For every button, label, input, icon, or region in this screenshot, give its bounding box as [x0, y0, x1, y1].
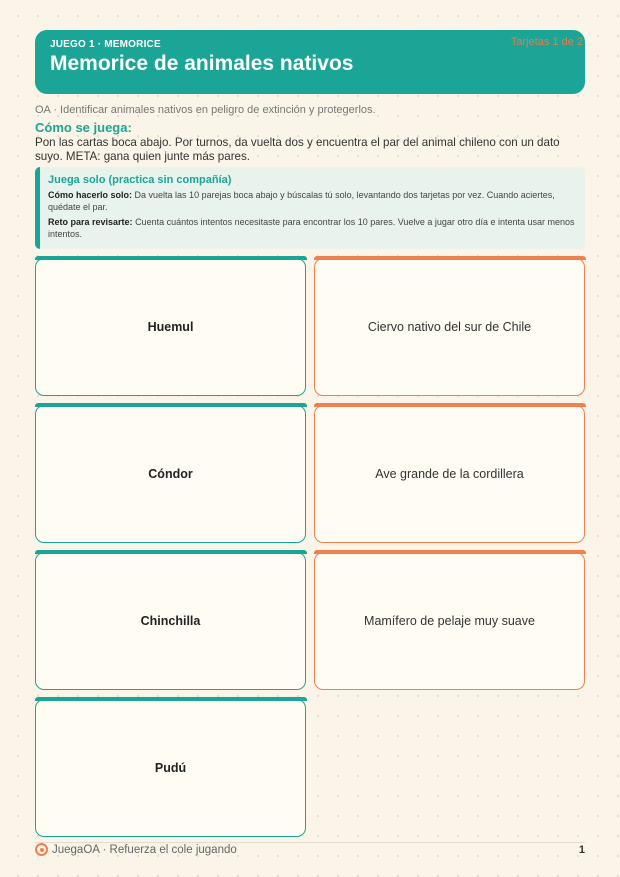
how-to-play-text: Pon las cartas boca abajo. Por turnos, da vuelta dos y encuentra el par del animal chileno con un dato suyo. META: gana quien junte más pares. — [35, 136, 560, 163]
cards-page-indicator: Tarjetas 1 de 2 — [510, 36, 583, 48]
footer — [35, 843, 237, 856]
how-to-play-title: Cómo se juega: — [35, 120, 132, 135]
animal-card-condor — [35, 405, 306, 543]
animal-fact: Mamífero de pelaje muy suave — [364, 614, 535, 628]
animal-fact: Ciervo nativo del sur de Chile — [367, 320, 532, 334]
page-number: 1 — [578, 844, 585, 856]
animal-card-pudu — [35, 699, 306, 837]
learning-objective: OA · Identificar animales nativos en peligro de extinción y protegerlos. — [35, 104, 376, 116]
animal-name: Cóndor — [148, 467, 193, 481]
game-header — [35, 30, 585, 94]
solo-challenge-text: Cuenta cuántos intentos necesitaste para encontrar los 10 pares. Vuelve a jugar otro día e intenta usar menos intentos. — [48, 217, 575, 239]
animal-name: Chinchilla — [140, 614, 201, 628]
fact-card-chinchilla — [314, 552, 585, 690]
footer-brand: JuegaOA · Refuerza el cole jugando — [52, 843, 237, 856]
solo-how-label: Cómo hacerlo solo: — [48, 190, 133, 200]
solo-play-box — [35, 167, 585, 249]
solo-play-title: Juega solo (practica sin compañía) — [48, 174, 232, 186]
brand-logo-icon — [35, 843, 48, 856]
game-kicker: JUEGO 1 · MEMORICE — [50, 39, 161, 50]
animal-name: Huemul — [147, 320, 194, 334]
fact-card-condor — [314, 405, 585, 543]
solo-how-line — [48, 189, 575, 213]
solo-challenge-label: Reto para revisarte: — [48, 217, 133, 227]
animal-card-huemul — [35, 258, 306, 396]
animal-name: Pudú — [154, 761, 187, 775]
animal-fact: Ave grande de la cordillera — [375, 467, 524, 481]
solo-challenge-line — [48, 216, 575, 240]
animal-card-chinchilla — [35, 552, 306, 690]
page-title: Memorice de animales nativos — [50, 52, 354, 75]
solo-how-text: Da vuelta las 10 parejas boca abajo y búscalas tú solo, levantando dos tarjetas por vez. Cuando aciertes, quédate el par. — [48, 190, 555, 212]
fact-card-huemul — [314, 258, 585, 396]
